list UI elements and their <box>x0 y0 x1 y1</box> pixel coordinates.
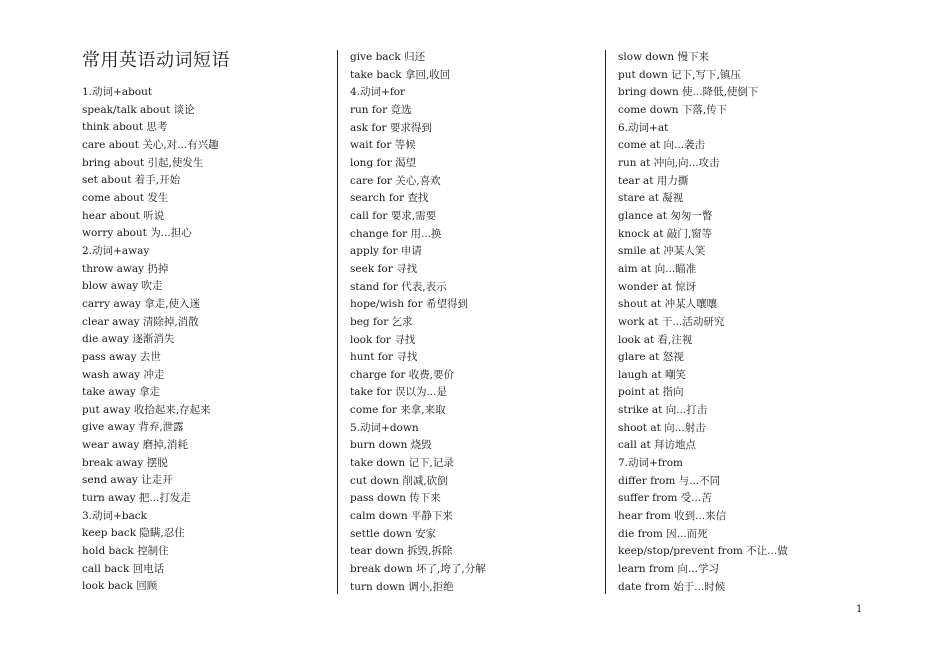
section-heading: 2.动词+away <box>82 244 150 257</box>
phrase-entry: worry about 为...担心 <box>82 227 192 240</box>
phrase-entry: tear down 拆毁,拆除 <box>350 545 453 558</box>
phrase-entry: hunt for 寻找 <box>350 351 418 364</box>
phrase-entry: hold back 控制住 <box>82 545 169 558</box>
phrase-entry: clear away 清除掉,消散 <box>82 315 199 328</box>
phrase-entry: laugh at 嘲笑 <box>618 368 687 381</box>
phrase-entry: pass away 去世 <box>82 350 161 363</box>
phrase-entry: run for 竞选 <box>350 103 412 116</box>
phrase-entry: look back 回顾 <box>82 580 158 593</box>
phrase-entry: bring down 使...降低,使倒下 <box>618 86 759 99</box>
phrase-entry: blow away 吹走 <box>82 280 163 293</box>
phrase-entry: call back 回电话 <box>82 562 165 575</box>
phrase-entry: take back 拿回,收回 <box>350 68 451 81</box>
phrase-entry: settle down 安家 <box>350 527 437 540</box>
section-heading: 4.动词+for <box>350 86 406 99</box>
phrase-entry: care for 关心,喜欢 <box>350 174 441 187</box>
phrase-entry: come for 来拿,来取 <box>350 404 446 417</box>
phrase-entry: point at 指向 <box>618 386 684 399</box>
column-2 <box>350 49 600 596</box>
page-title: 常用英语动词短语 <box>82 50 230 71</box>
phrase-entry: turn away 把...打发走 <box>82 492 191 505</box>
phrase-entry: differ from 与...不同 <box>618 474 721 487</box>
phrase-entry: slow down 慢下来 <box>618 51 710 63</box>
phrase-entry: shoot at 向...射击 <box>618 421 706 434</box>
phrase-entry: pass down 传下来 <box>350 492 441 505</box>
column-3 <box>618 49 898 596</box>
phrase-entry: call for 要求,需要 <box>350 209 437 222</box>
phrase-entry: put away 收拾起来,存起来 <box>82 403 211 416</box>
phrase-entry: tear at 用力撕 <box>618 174 689 187</box>
section-heading: 7.动词+from <box>618 457 683 470</box>
phrase-entry: hear from 收到...来信 <box>618 510 727 523</box>
phrase-entry: change for 用...换 <box>350 227 442 240</box>
phrase-entry: set about 着手,开始 <box>82 174 181 187</box>
phrase-entry: come about 发生 <box>82 191 169 204</box>
phrase-entry: send away 让走开 <box>82 474 173 487</box>
phrase-entry: think about 思考 <box>82 121 168 134</box>
phrase-entry: date from 始于...时候 <box>618 580 726 593</box>
phrase-entry: glare at 怒视 <box>618 351 684 364</box>
phrase-entry: break away 摆脱 <box>82 456 168 469</box>
phrase-entry: bring about 引起,使发生 <box>82 156 204 169</box>
column-divider-1 <box>337 50 338 594</box>
phrase-entry: cut down 削减,砍倒 <box>350 474 448 487</box>
phrase-entry: hope/wish for 希望得到 <box>350 298 468 311</box>
phrase-entry: long for 渴望 <box>350 156 417 169</box>
phrase-entry: burn down 烧毁 <box>350 439 432 452</box>
phrase-entry: wash away 冲走 <box>82 368 165 381</box>
phrase-entry: work at 干...活动研究 <box>618 315 725 328</box>
phrase-entry: beg for 乞求 <box>350 315 413 328</box>
phrase-entry: come at 向...袭击 <box>618 139 706 152</box>
phrase-entry: suffer from 受...苦 <box>618 492 712 505</box>
phrase-entry: ask for 要求得到 <box>350 121 432 134</box>
phrase-entry: stand for 代表,表示 <box>350 280 447 293</box>
phrase-entry: shout at 冲某人嚷嚷 <box>618 298 718 311</box>
phrase-entry: aim at 向...瞄准 <box>618 262 697 275</box>
section-heading: 6.动词+at <box>618 121 669 134</box>
phrase-entry: take down 记下,记录 <box>350 457 454 470</box>
phrase-entry: put down 记下,写下,镇压 <box>618 68 741 81</box>
phrase-entry: calm down 平静下来 <box>350 510 453 523</box>
phrase-entry: smile at 冲某人笑 <box>618 245 706 258</box>
phrase-entry: look at 看,注视 <box>618 333 693 346</box>
phrase-entry: wait for 等候 <box>350 139 416 152</box>
phrase-entry: care about 关心,对...有兴趣 <box>82 138 219 151</box>
section-heading: 3.动词+back <box>82 509 148 522</box>
phrase-entry: hear about 听说 <box>82 209 165 222</box>
phrase-entry: throw away 扔掉 <box>82 262 169 275</box>
phrase-entry: look for 寻找 <box>350 333 416 346</box>
phrase-entry: keep back 隐瞒,忍住 <box>82 527 185 540</box>
phrase-entry: search for 查找 <box>350 192 429 205</box>
section-heading: 1.动词+about <box>82 86 153 98</box>
phrase-entry: seek for 寻找 <box>350 262 418 275</box>
phrase-entry: run at 冲向,向...攻击 <box>618 156 720 169</box>
phrase-entry: stare at 凝视 <box>618 192 684 205</box>
phrase-entry: speak/talk about 谈论 <box>82 103 195 116</box>
phrase-entry: carry away 拿走,使入迷 <box>82 297 201 310</box>
phrase-entry: turn down 调小,拒绝 <box>350 580 454 593</box>
phrase-entry: strike at 向...打击 <box>618 404 708 417</box>
phrase-entry: take for 误以为...是 <box>350 386 447 399</box>
phrase-entry: come down 下落,传下 <box>618 103 728 116</box>
phrase-entry: wonder at 惊讶 <box>618 280 697 293</box>
phrase-entry: glance at 匆匆一瞥 <box>618 209 713 222</box>
phrase-entry: break down 坏了,垮了,分解 <box>350 563 486 576</box>
phrase-entry: call at 拜访地点 <box>618 439 697 452</box>
phrase-entry: learn from 向...学习 <box>618 563 719 576</box>
phrase-entry: die from 因...而死 <box>618 527 708 540</box>
phrase-entry: give away 背弃,泄露 <box>82 421 184 434</box>
section-heading: 5.动词+down <box>350 421 419 434</box>
column-1 <box>82 49 332 596</box>
phrase-entry: keep/stop/prevent from 不让...做 <box>618 545 788 558</box>
page-number: 1 <box>856 604 863 615</box>
phrase-entry: wear away 磨掉,消耗 <box>82 439 188 452</box>
phrase-entry: die away 逐渐消失 <box>82 333 175 346</box>
phrase-entry: charge for 收费,要价 <box>350 368 455 381</box>
phrase-entry: knock at 敲门,窗等 <box>618 227 713 240</box>
column-divider-2 <box>605 50 606 594</box>
phrase-entry: apply for 申请 <box>350 245 422 258</box>
phrase-entry: take away 拿走 <box>82 386 161 399</box>
phrase-entry: give back 归还 <box>350 51 426 63</box>
